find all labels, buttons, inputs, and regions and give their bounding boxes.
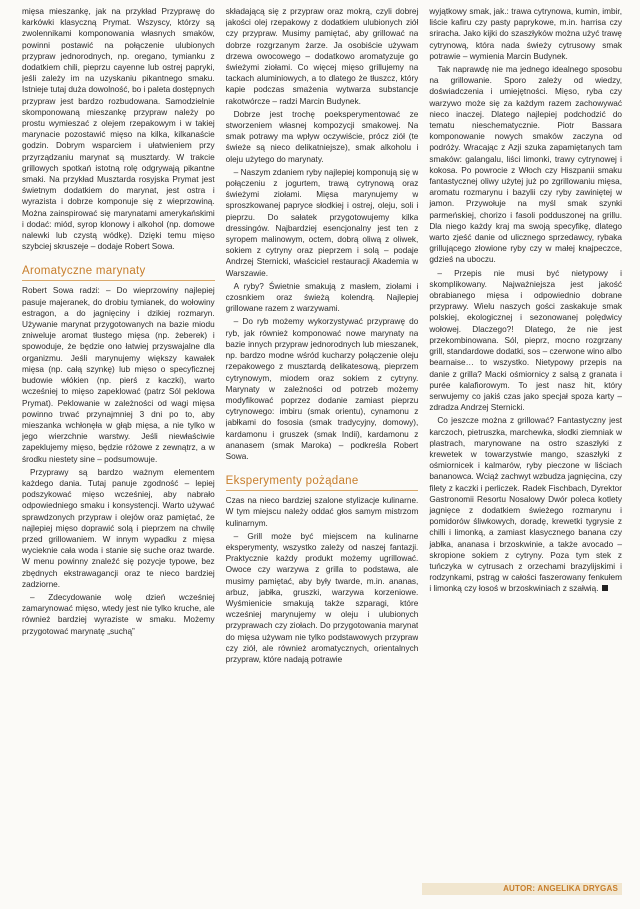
- paragraph: mięsa mieszankę, jak na przykład Przyprawę do karkówki klasyczną Prymat. Wszyscy, którzy są zwolennikami komponowania własnych smaków, powinni postawić na połączenie ulubionych przypraw jednorodnych, np. oregano, tymianku z dodatkiem chili, pieprzu cayenne lub ostrej papryki, jeśli zależy im na uzyskaniu pikantnego smaku. Istnieje tutaj duża dowolność, bo i paleta dostępnych przypraw jest bardzo rozbudowana. Samodzielnie skomponowaną mieszankę przypraw należy po prostu wymieszać z olejem rzepakowym i w takiej marynacie pozostawić mięso na kilka, kilkanaście godzin. Dobrym wsparciem i ułatwieniem przy przyrządzaniu marynat są musztardy. W trakcie grillowych spotkań istotną rolę odgrywają pikantne smaki. Na przykład Musztarda rosyjska Prymat jest świetnym dodatkiem do marynat, jest ostra i wyrazista i dobrze komponuje się z wieprzowiną. Można zainspirować się marynatami amerykańskimi i dodać: miód, syrop klonowy i alkohol (np. domowe nalewki lub czystą wódkę). Dzięki temu mięso szybciej skruszeje – dodaje Robert Sowa.: [22, 7, 215, 252]
- paragraph-text: Co jeszcze można z grillować? Fantastyczny jest karczoch, pietruszka, marchewka, słodki ziemniak w plastrach, marynowane na ostro szaszłyki z krewetek w towarzystwie mango, szaszłyki z ośmiornicek i kalmarów, ryby pieczone w liściach bananowca. Wciąż zachwyt wzbudza jagnięcina, czy filety z kaczki i perliczek. Radek Fischbach, Dyrektor Gastronomii Resortu Nosalowy Dwór poleca kotlety jagnięce z dodatkiem świeżego rozmarynu i pomidorów śliwkowych, doradę, krewetki tygrysie z chilli i limonką, a zamiast klasycznego banana czy jabłka, ananasa i brzoskwinie, a także avocado – skropione sokiem z cytryny. Poza tym stek z tuńczyka w cytrusach z orzechami brazylijskimi i rodzynkami, pstrąg w całości faszerowany fenkułem i limonką czy łosoś w brzoskwiniach z szałwią.: [429, 416, 623, 594]
- paragraph: Przyprawy są bardzo ważnym elementem każdego dania. Tutaj panuje zgodność – lepiej podszykować mięso wcześniej, aby nabrało odpowiedniego smaku i konsystencji. Warto używać sprawdzonych przypraw i olejów oraz pamiętać, że najlepiej mięso doprawić solą i pieprzem na chwilę przed grillowaniem. W innym wypadku z mięsa wycieknie cała woda i stanie się suche oraz twarde. W menu powinny znaleźć się pozycje typowe, bez zbędnych ekstrawagancji oraz te nieco bardziej zadziorne.: [22, 467, 215, 589]
- author-credit: AUTOR: ANGELIKA DRYGAS: [422, 883, 622, 895]
- paragraph: Dobrze jest trochę poeksperymentować ze stworzeniem własnej kompozycji smakowej. Na smak potrawy ma wpływ oczywiście, prócz ziół (te świeże są nieco delikatniejsze), smak alkoholu i oleju użytego do marynaty.: [225, 109, 419, 164]
- paragraph: – Naszym zdaniem ryby najlepiej komponują się w połączeniu z jogurtem, trawą cytrynową oraz świeżymi ziołami. Mięsa marynujemy w sproszkowanej papryce słodkiej i ostrej, oleju, soli i pieprzu. Do sałatek przygotowujemy kilka dressingów. Najbardziej esencjonalny jest ten z syropem malinowym, octem, dobrą oliwą z oliwek, sokiem z cytryny oraz pieprzem i solą – podaje Andrzej Sternicki, właściciel restauracji Akademia w Warszawie.: [225, 167, 419, 278]
- paragraph: A ryby? Świetnie smakują z masłem, ziołami i czosnkiem oraz świeżą kolendrą. Najlepiej grillowane razem z warzywami.: [225, 281, 419, 314]
- paragraph: Robert Sowa radzi: – Do wieprzowiny najlepiej pasuje majeranek, do drobiu tymianek, do wołowiny estragon, a do jagnięciny i dzikiej rozmaryn. Używanie marynat przygotowanych na bazie miodu zniweluje aromat tłustego mięsa (np. żeberek) i spowoduje, że będzie ono łatwiej przyswajalne dla organizmu. Jeśli marynujemy większy kawałek mięsa (np. całą szynkę) lub mięso o specyficznej budowie włókien (np. pierś z kaczki), warto wcześniej to mięso zapeklować (patrz Sól peklowa Prymat). Peklowanie w zależności od wagi mięsa powinno trwać przynajmniej 3 dni po to, aby mieszanka wchłonęła w głąb mięsa, a nie tylko w jego wierzchnie warstwy. Jeśli niewłaściwie zapeklujemy mięso, będzie różowe z zewnątrz, a w środku niestety sine – podsumowuje.: [22, 286, 215, 464]
- column-1: [22, 6, 215, 876]
- paragraph: wyjątkowy smak, jak.: trawa cytrynowa, kumin, imbir, liście kafiru czy pasty paprykowe, m.in. harrisa czy sriracha. Jako kijki do szaszłyków można użyć trawę cytrynową, która nada świeży cytrusowy smak potrawie – wymienia Marcin Budynek.: [429, 7, 623, 61]
- paragraph: – Zdecydowanie wolę dzień wcześniej zamarynować mięso, wtedy jest nie tylko kruche, ale również bardziej wyraziste w smaku. Możemy przygotować marynatę „suchą”: [22, 592, 215, 636]
- paragraph: – Grill może być miejscem na kulinarne eksperymenty, wszystko zależy od naszej fantazji. Praktycznie każdy produkt możemy ugrillować. Owoce czy warzywa z grilla to podstawa, ale musimy pamiętać, aby były twarde, m.in. ananas, arbuz, jabłka, gruszki, warzywa korzeniowe. Wyśmienicie smakują także szparagi, które wcześniej marynujemy w oleju i ulubionych przyprawach czy ziołach. Do przygotowania marynat do mięsa używam nie tylko podstawowych przypraw czy ziół, ale również aromatycznych, orientalnych przypraw, które nadają potrawie: [225, 531, 419, 664]
- paragraph: Tak naprawdę nie ma jednego idealnego sposobu na grillowanie. Sporo zależy od wiedzy, doświadczenia i umiejętności. Mięso, ryba czy warzywo może się za każdym razem zachowywać nieco inaczej. Dlatego najlepiej podchodzić do tematu nieschematycznie. Piotr Bassara komponowanie nowych smaków zaczyna od podróży. Wracając z Azji szuka zapamiętanych tam smaków: galangalu, liści limonki, trawy cytrynowej i kokosa. Po powrocie z Włoch czy Hiszpanii smaku fantastycznej oliwy użytej już po zgrillowaniu mięsa, aromatu rozmarynu i bazylii czy ryby zawiniętej w jamon. Przywołuje na myśl smak szynki parmeńskiej, chorizo i fasoli podduszonej na grillu. Dla niego każdy kraj ma swoją specyfikę, dlatego warto zjeść danie od ulicznego sprzedawcy, rybaka grillującego złowione ryby czy w małej knajpeczce, gdzieś na uboczu.: [429, 65, 623, 265]
- column-3: [429, 6, 622, 876]
- article-columns: [22, 6, 622, 876]
- section-heading-experiments: Eksperymenty pożądane: [226, 474, 419, 491]
- paragraph-last: [429, 415, 622, 594]
- section-heading-aromatic-marinades: Aromatyczne marynaty: [22, 264, 215, 281]
- paragraph: – Przepis nie musi być nietypowy i skomplikowany. Najważniejsza jest jakość obrabianego mięsa i odpowiednio dobrane przyprawy. Wielu naszych gości zaskakuje smak polskiej, ekologicznej i sezonowanej polędwicy wołowej. Dlaczego?! Dlatego, że nie jest przekombinowana. Sól, pieprz, mocno rozgrzany grill, standardowe dodatki, sos – czerwone wino albo bearnaise… to wszystko. Nietypowy przepis na danie z grilla? Macki ośmiornicy z salsą z granata i purée kalafiorowym. To jest nasz hit, który serwujemy co jakiś czas jako specjał spoza karty – zdradza Andrzej Sternicki.: [429, 268, 623, 413]
- paragraph: – Do ryb możemy wykorzystywać przyprawę do ryb, jak również komponować nowe marynaty na bazie innych przypraw jednorodnych lub mieszanek, np. bardzo modne wśród kucharzy połączenie oleju rzepakowego z musztardą delikatesową, pieprzem cytrynowym, miodem oraz sokiem z cytryny. Marynaty w zależności od potrzeb możemy modyfikować poprzez dodanie zamiast pieprzu cytrynowego: imbiru (smak orientu), cynamonu z jabłkami do fososia (smak tradycyjny, domowy), kardamonu i gruszek (smak Indii), kardamonu z ananasem (smak Maroka) – podkreśla Robert Sowa.: [225, 317, 419, 461]
- paragraph: składającą się z przypraw oraz mokrą, czyli dobrej jakości olej rzepakowy z dodatkiem ulubionych ziół czy przypraw. Musimy pamiętać, aby grillować na dobrze rozgrzanym żarze. Ja osobiście używam drzewa owocowego – dodatkowo aromatyzuje go świeżymi ziołami. Co więcej mięso grillujemy na tackach aluminiowych, a to dlatego że tłuszcz, który kapie podczas smażenia wytwarza substancje rakotwórcze – radzi Marcin Budynek.: [225, 7, 419, 106]
- end-of-article-square-icon: [602, 585, 608, 591]
- paragraph: Czas na nieco bardziej szalone stylizacje kulinarne. W tym miejscu należy oddać głos samym mistrzom kulinarnym.: [225, 496, 419, 528]
- column-2: [226, 6, 419, 876]
